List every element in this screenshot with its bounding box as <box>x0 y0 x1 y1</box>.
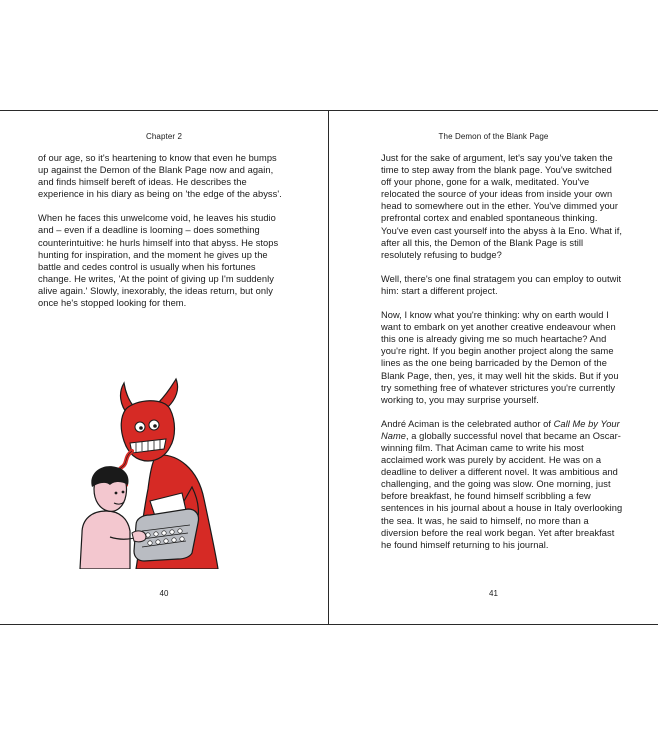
page-number-right: 41 <box>489 589 498 598</box>
left-page <box>0 111 328 624</box>
aciman-text-end: , a globally successful novel that became an Oscar-winning film. That Aciman came to write his most acclaimed work was purely by accident. He was on a deadline to deliver a different novel. It was ambitious and challenging, and the going was slow. One morning, just before breakfast, he found himself scribbling a few sentences in his journal about a house in Italy overlooking the sea. It was, he said to himself, no more than a diversion before the real work began. Yet after breakfast he found himself returning to his journal. <box>381 430 623 550</box>
paragraph: of our age, so it's heartening to know that even he bumps up against the Demon of the Blank Page now and again, and finds himself bereft of ideas. He describes the experience in his diary as being on 'the edge of the abyss'. <box>38 153 282 200</box>
running-head-left: Chapter 2 <box>145 132 183 141</box>
running-head-right: The Demon of the Blank Page <box>438 132 549 141</box>
paragraph: Just for the sake of argument, let's say you've taken the time to step away from the blank page. You've switched off your phone, gone for a walk, meditated. You've relocated the source of your ideas from inside your own head to somewhere out in the ether. You've dimmed your prefrontal cortex and enabled spontaneous thinking. You've even cast yourself into the abyss à la Eno. What if, after all this, the Demon of the Blank Page is still resolutely refusing to budge? <box>381 153 623 260</box>
paragraph-aciman <box>381 418 623 551</box>
person-hand <box>132 531 146 542</box>
page-number-left: 40 <box>159 589 169 598</box>
aciman-text-start: André Aciman is the celebrated author of <box>381 418 554 429</box>
demon-illustration <box>70 369 230 569</box>
book-spread <box>0 110 658 625</box>
paragraph: When he faces this unwelcome void, he leaves his studio and – even if a deadline is looming – does something counterintuitive: he hurls himself into that abyss. He stops hunting for inspiration, and the moment he gives up the battle and cedes control is usually when his fortunes change. He writes, 'At the point of giving up I'm suddenly alive again.' Slowly, inexorably, the ideas return, but only once he's stopped looking for them. <box>38 213 279 309</box>
book-title: Call Me by Your Name <box>381 418 620 441</box>
right-page <box>329 111 658 624</box>
paragraph: Now, I know what you're thinking: why on earth would I want to embark on yet another creative endeavour when this one is already giving me so much heartache? And you're right. If you begin another project along the same lines as the one being barricaded by the Demon of the Blank Page, then, yes, it may well hit the skids. But if you try something free of whatever strictures you're currently working to, you may surprise yourself. <box>381 310 619 405</box>
left-body-text <box>38 152 288 309</box>
person-body <box>80 511 130 569</box>
paragraph: Well, there's one final stratagem you can employ to outwit him: start a different project. <box>381 273 622 296</box>
right-body-text <box>381 152 623 551</box>
